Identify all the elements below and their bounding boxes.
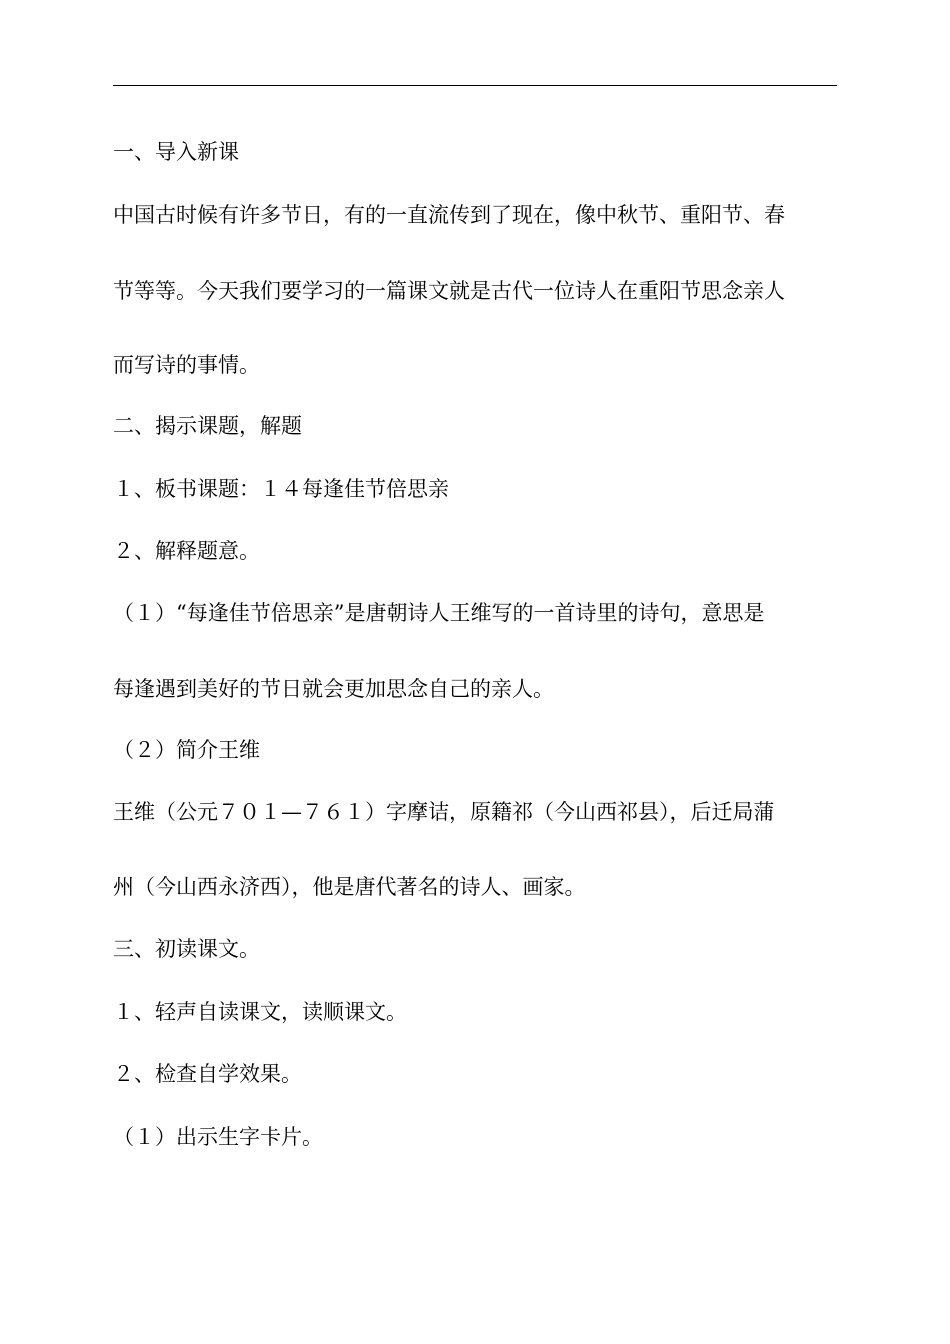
section-heading-intro: 一、导入新课 — [113, 140, 239, 164]
list-item: （２）简介王维 — [113, 738, 260, 762]
paragraph-line: 中国古时候有许多节日，有的一直流传到了现在，像中秋节、重阳节、春 — [113, 203, 785, 227]
list-item: １、板书课题：１４每逢佳节倍思亲 — [113, 477, 449, 501]
paragraph-line: 州（今山西永济西），他是唐代著名的诗人、画家。 — [113, 875, 586, 899]
list-item: ２、解释题意。 — [113, 539, 260, 563]
section-heading-topic: 二、揭示课题，解题 — [113, 414, 302, 438]
paragraph-line: （１）“每逢佳节倍思亲”是唐朝诗人王维写的一首诗里的诗句，意思是 — [113, 601, 765, 625]
paragraph-line: 王维（公元７０１—７６１）字摩诘，原籍祁（今山西祁县），后迁局蒲 — [113, 800, 775, 824]
paragraph-line: 而写诗的事情。 — [113, 353, 260, 377]
paragraph-line: 节等等。今天我们要学习的一篇课文就是古代一位诗人在重阳节思念亲人 — [113, 279, 785, 303]
section-heading-reading: 三、初读课文。 — [113, 937, 260, 961]
header-rule — [113, 85, 837, 86]
list-item: ２、检查自学效果。 — [113, 1062, 302, 1086]
paragraph-line: 每逢遇到美好的节日就会更加思念自己的亲人。 — [113, 677, 554, 701]
list-item: １、轻声自读课文，读顺课文。 — [113, 1000, 407, 1024]
list-item: （１）出示生字卡片。 — [113, 1125, 323, 1149]
